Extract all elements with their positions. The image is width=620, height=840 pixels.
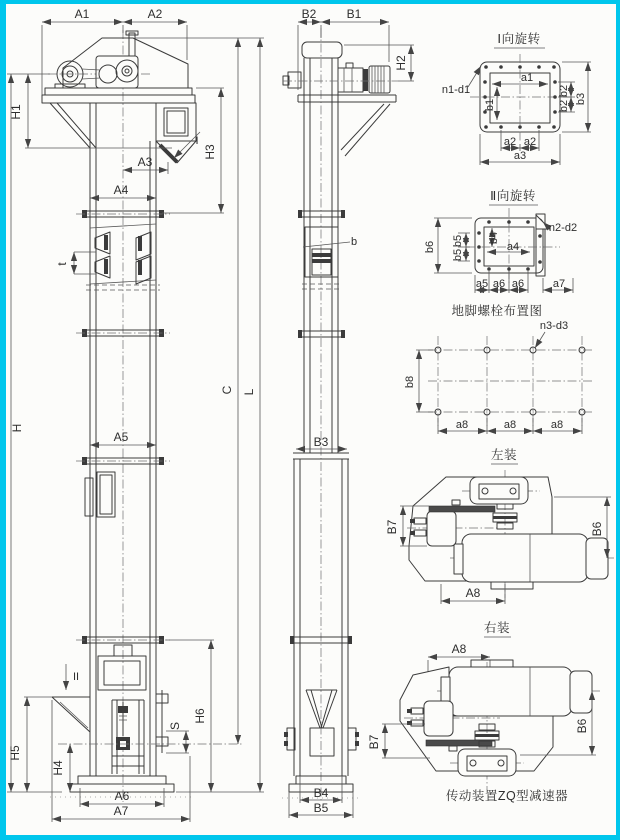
dim-a4: A4 xyxy=(113,183,129,197)
dim-fa2b: a2 xyxy=(523,136,537,148)
section-label-i: I xyxy=(195,135,199,147)
dim-fa5: a5 xyxy=(475,278,489,290)
dim-c: C xyxy=(220,385,234,395)
dim-fa6a: a6 xyxy=(492,278,506,290)
dim-h1: H1 xyxy=(9,104,23,120)
dim-fb4: b4 xyxy=(488,231,500,245)
gear-reducer xyxy=(462,534,588,582)
dim-fa2a: a2 xyxy=(503,136,517,148)
dim-b2: B2 xyxy=(301,7,317,21)
dim-b5: B5 xyxy=(313,801,329,815)
left-mount-title: 左装 xyxy=(490,448,518,462)
dim-fb6: b6 xyxy=(424,240,436,254)
dim-fa6b: a6 xyxy=(511,278,525,290)
dim-n3-d3: n3-d3 xyxy=(539,320,569,332)
dim-s: S xyxy=(168,721,182,731)
dim-fb2a: b2 xyxy=(558,84,570,98)
dim-fa7: a7 xyxy=(552,278,566,290)
dim-lm-b7: B7 xyxy=(385,519,399,535)
dim-rm-b6: B6 xyxy=(575,718,589,734)
dim-b1: B1 xyxy=(346,7,362,21)
dim-h2: H2 xyxy=(394,55,408,71)
dim-a2: A2 xyxy=(147,7,163,21)
anchor-plan-title: 地脚螺栓布置图 xyxy=(451,304,543,318)
gear-reducer-right xyxy=(449,667,572,716)
dim-h: H xyxy=(10,423,24,433)
dim-fb5b: b5 xyxy=(452,248,464,262)
dim-rm-a8: A8 xyxy=(451,642,467,656)
drawing-caption: 传动装置ZQ型减速器 xyxy=(445,789,569,803)
dim-b: b xyxy=(350,236,358,248)
dim-a1: A1 xyxy=(74,7,90,21)
flange-i-title: Ⅰ向旋转 xyxy=(497,32,541,46)
dim-h6: H6 xyxy=(193,708,207,724)
dim-n2-d2: n2-d2 xyxy=(548,222,578,234)
motor-left-mount xyxy=(427,511,456,546)
dim-a8-3: a8 xyxy=(550,419,564,431)
dim-l: L xyxy=(242,388,256,396)
motor-right-mount xyxy=(424,701,453,736)
dim-fa3: a3 xyxy=(513,150,527,162)
dim-a8-2: a8 xyxy=(503,419,517,431)
dim-a5: A5 xyxy=(113,430,129,444)
section-label-ii: II xyxy=(72,671,80,683)
dim-lm-b6: B6 xyxy=(590,521,604,537)
dim-a3: A3 xyxy=(137,155,153,169)
dim-a6: A6 xyxy=(114,789,130,803)
dim-fa1: a1 xyxy=(520,72,534,84)
dim-b8: b8 xyxy=(404,375,416,389)
dim-fa4: a4 xyxy=(506,241,520,253)
dim-b3: B3 xyxy=(313,435,329,449)
dim-h5: H5 xyxy=(8,745,22,761)
right-mount-title: 右装 xyxy=(483,621,511,635)
dim-h3: H3 xyxy=(203,144,217,160)
dim-h4: H4 xyxy=(51,760,65,776)
flange-ii-title: Ⅱ向旋转 xyxy=(490,189,536,203)
dim-b4: B4 xyxy=(313,786,329,800)
discharge-spout xyxy=(156,103,196,141)
belt-guard xyxy=(429,506,495,512)
dim-a8-1: a8 xyxy=(455,419,469,431)
dim-t: t xyxy=(55,262,69,266)
dim-fb3: b3 xyxy=(575,92,587,106)
dim-n1-d1: n1-d1 xyxy=(441,84,471,96)
dim-rm-b7: B7 xyxy=(367,734,381,750)
dim-fb2b: b2 xyxy=(558,99,570,113)
dim-lm-a8: A8 xyxy=(465,586,481,600)
dim-fb1: b1 xyxy=(484,98,496,112)
dim-fb5a: b5 xyxy=(452,234,464,248)
dim-a7: A7 xyxy=(113,804,129,818)
